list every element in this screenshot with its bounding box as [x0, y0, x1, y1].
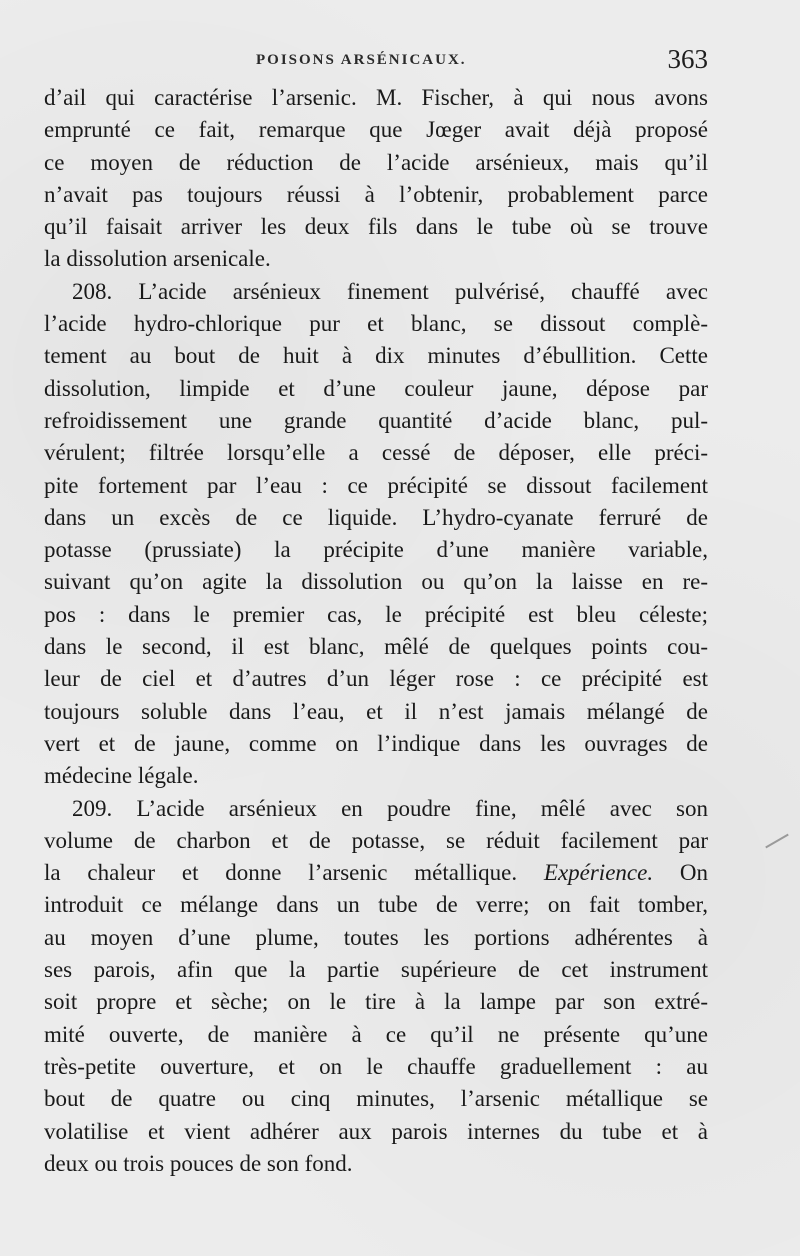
text-line: emprunté ce fait, remarque que Jœger avait déjà proposé: [44, 117, 708, 143]
text-line: deux ou trois pouces de son fond.: [44, 1150, 353, 1176]
text-line-italic: Expérience.: [543, 860, 654, 886]
text-line: [44, 857, 708, 889]
running-head: [44, 46, 708, 86]
body-text: [44, 82, 708, 1180]
text-line-main: la chaleur et donne l’arsenic métallique.: [44, 860, 518, 886]
text-line: ses parois, afin que la partie supérieure de cet instrument: [44, 957, 708, 983]
text-line: médecine légale.: [44, 763, 199, 789]
text-line: d’ail qui caractérise l’arsenic. M. Fischer, à qui nous avons: [44, 85, 708, 110]
text-line: leur de ciel et d’autres d’un léger rose : ce précipité est: [44, 666, 708, 692]
text-line: vert et de jaune, comme on l’indique dans les ouvrages de: [44, 730, 708, 756]
text-line: 208. L’acide arsénieux finement pulvérisé, chauffé avec: [72, 278, 708, 304]
text-line: refroidissement une grande quantité d’acide blanc, pul-: [44, 407, 708, 433]
text-line: introduit ce mélange dans un tube de verre; on fait tomber,: [44, 892, 708, 918]
gutter-mark: [765, 834, 789, 849]
running-title: POISONS ARSÉNICAUX.: [256, 52, 467, 68]
text-line: l’acide hydro-chlorique pur et blanc, se dissout complè-: [44, 311, 708, 337]
text-line: soit propre et sèche; on le tire à la lampe par son extré-: [44, 989, 708, 1015]
text-line: pite fortement par l’eau : ce précipité se dissout facilement: [44, 472, 708, 498]
text-line: tement au bout de huit à dix minutes d’ébullition. Cette: [44, 343, 708, 369]
text-line: dans un excès de ce liquide. L’hydro-cyanate ferruré de: [44, 504, 708, 530]
text-line: n’avait pas toujours réussi à l’obtenir, probablement parce: [44, 181, 708, 207]
text-line: la dissolution arsenicale.: [44, 246, 271, 272]
text-line: suivant qu’on agite la dissolution ou qu’on la laisse en re-: [44, 569, 708, 595]
text-line: très-petite ouverture, et on le chauffe graduellement : au: [44, 1053, 708, 1079]
text-line: bout de quatre ou cinq minutes, l’arsenic métallique se: [44, 1086, 708, 1112]
text-line: mité ouverte, de manière à ce qu’il ne présente qu’une: [44, 1021, 708, 1047]
text-line: dissolution, limpide et d’une couleur jaune, dépose par: [44, 375, 708, 401]
text-line: qu’il faisait arriver les deux fils dans le tube où se trouve: [44, 214, 708, 240]
page-number: 363: [667, 44, 708, 74]
text-line-tail: On: [679, 860, 709, 886]
text-line: 209. L’acide arsénieux en poudre fine, mêlé avec son: [72, 795, 708, 821]
text-line: potasse (prussiate) la précipite d’une manière variable,: [44, 537, 708, 563]
text-line: dans le second, il est blanc, mêlé de quelques points cou-: [44, 634, 708, 660]
text-line: au moyen d’une plume, toutes les portions adhérentes à: [44, 924, 708, 950]
text-line: vérulent; filtrée lorsqu’elle a cessé de déposer, elle préci-: [44, 440, 708, 466]
text-line: volume de charbon et de potasse, se réduit facilement par: [44, 827, 708, 853]
text-line: toujours soluble dans l’eau, et il n’est jamais mélangé de: [44, 698, 708, 724]
text-line: ce moyen de réduction de l’acide arsénieux, mais qu’il: [44, 149, 708, 175]
text-line: volatilise et vient adhérer aux parois internes du tube et à: [44, 1118, 708, 1144]
text-line: pos : dans le premier cas, le précipité est bleu céleste;: [44, 601, 708, 627]
